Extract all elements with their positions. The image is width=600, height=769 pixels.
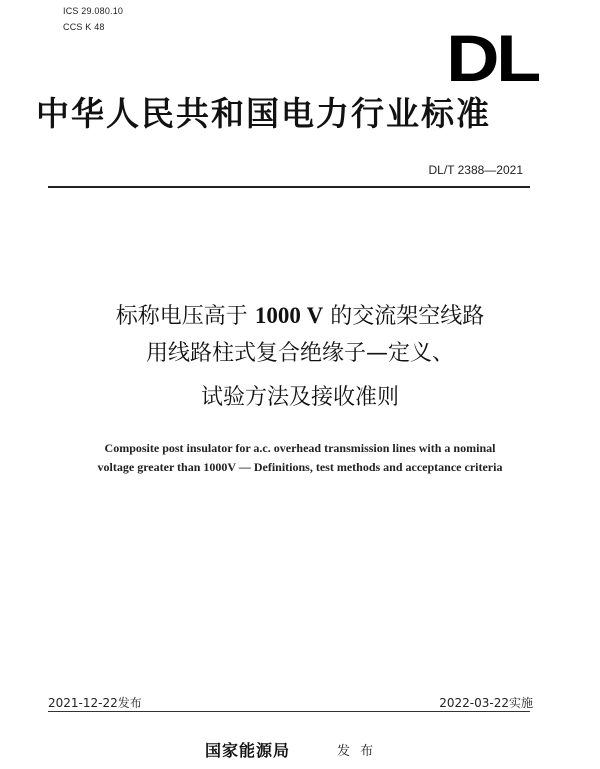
organization-standard-title: 中华人民共和国电力行业标准 xyxy=(36,94,491,133)
standard-number: DL/T 2388—2021 xyxy=(428,163,523,177)
chinese-title-line-1-suffix: 的交流架空线路 xyxy=(330,304,485,329)
implementation-date: 2022-03-22实施 xyxy=(439,696,533,710)
english-title-line-1: Composite post insulator for a.c. overhead transmission lines with a nominal xyxy=(104,441,496,455)
ccs-code: CCS K 48 xyxy=(63,22,105,32)
footer-divider xyxy=(48,711,530,712)
issuing-authority: 国家能源局 xyxy=(205,741,291,760)
chinese-title-voltage: 1000 V xyxy=(254,303,324,328)
dl-logo: DL xyxy=(446,21,538,95)
ics-code: ICS 29.080.10 xyxy=(63,6,124,16)
issue-date: 2021-12-22发布 xyxy=(48,696,142,710)
header-divider xyxy=(48,186,530,188)
english-title-line-2: voltage greater than 1000V — Definitions, test methods and acceptance criteria xyxy=(97,460,503,474)
chinese-title-line-1 xyxy=(0,303,600,330)
chinese-title-line-2: 用线路柱式复合绝缘子—定义、 xyxy=(145,341,454,366)
chinese-title-line-1-prefix: 标称电压高于 xyxy=(115,304,248,329)
chinese-title-line-3: 试验方法及接收准则 xyxy=(200,385,399,410)
publish-label: 发 布 xyxy=(337,744,374,759)
